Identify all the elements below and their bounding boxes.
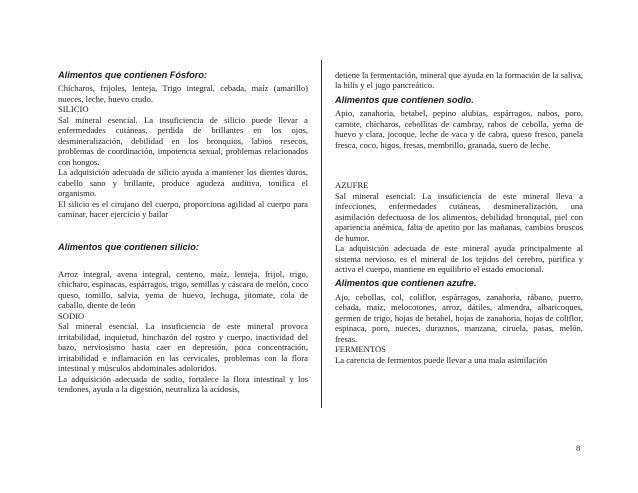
ferments-paragraph-1: La carencia de fermentos puede llevar a una mala asimilación: [335, 354, 548, 365]
right-column: [335, 70, 583, 365]
page-number: 8: [576, 443, 581, 453]
silicon-foods-list: Arroz integral, avena integral, centeno, maíz, lenteja, frijol, trigo, chícharo, espinacas, espárragos, trigo, semillas y cáscara de melón, coco queso, tomillo, salvia, yema de huevo, lechuga, jitomate, cola de caballo, diente de león: [58, 268, 308, 311]
silicon-paragraph-1: Sal mineral esencial. La insuficiencia de silicio puede llevar a enfermedades cutáneas, perdida de brillantes en los ojos, desmineralización, debilidad en los bronquios, labios resecos, problemas de coordinación, impotencia sexual, problemas relacionados con hongos.: [58, 114, 308, 167]
sodium-foods-heading: Alimentos que contienen sodio.: [335, 94, 474, 105]
silicon-foods-heading: Alimentos que contienen silicio:: [58, 241, 199, 252]
sodium-continuation: detiene la fermentación, mineral que ayuda en la formación de la saliva, la bilis y el jugo pancreático.: [335, 70, 583, 91]
sodium-paragraph-2: La adquisición adecuada de sodio, fortalece la flora intestinal y los tendones, ayuda a la digestión, neutraliza la acidosis,: [58, 373, 308, 395]
sulfur-paragraph-2: La adquisición adecuada de este mineral ayuda principalmente al sistema nervioso, es el mineral de los tejidos del cerebro, purifica y activa el cuerpo, mantiene en equilibrio el estado emocional.: [335, 243, 583, 274]
sulfur-foods-list: Ajo, cebollas, col, coliflor, espárragos, zanahoria, rábano, puerro, cebada, maíz, melocotones, arroz, dátiles, almendra, albaricoques, germen de trigo, hojas de betabel, hojas de zanahoria, hojas de coliflor, espinaca, poro, nueces, duraznos, manzana, ciruela, pasas, melón, fresas.: [335, 291, 583, 344]
phosphorus-foods-heading: Alimentos que contienen Fósforo:: [58, 70, 208, 80]
left-column: [58, 70, 308, 395]
sodium-foods-list: Apio, zanahoria, betabel, pepino alubias, espárragos, nabos, poro, camote, chícharos, cebollitas de cambray, rabos de cebolla, yema de huevo y clara, jocoque, leche de vaca y de cabra, queso fresco, panela fresca, coco, higos, fresas, membrillo, granada, suero de leche.: [335, 108, 583, 150]
column-divider: [321, 60, 322, 408]
ferments-title: FERMENTOS: [335, 344, 386, 355]
silicon-title: SILICIO: [58, 104, 89, 115]
phosphorus-foods-list: Chícharos, frijoles, lenteja, Trigo integral, cebada, maíz (amarillo) nueces, leche, huevo crudo.: [58, 83, 308, 104]
sulfur-paragraph-1: Sal mineral esencial: La insuficiencia de este mineral lleva a infecciones, enfermedades cutáneas, desmineralización, una asimilación defectuosa de los alimentos, debilidad bronquial, piel con apariencia anémica, falta de apetito por las mañanas, cambios bruscos de humor.: [335, 190, 583, 243]
sulfur-foods-heading: Alimentos que contienen azufre.: [335, 278, 477, 289]
sodium-title: SODIO: [58, 310, 85, 321]
sodium-paragraph-1: Sal mineral esencial. La insuficiencia de este mineral provoca irritabilidad, inquietud, hinchazón del rostro y cuerpo, inactividad del bazo, nerviosismo hasta caer en depresión, poca concentración, irritabilidad e inflamación en las cervicales, problemas con la flora intestinal y músculos abdominales adoloridos.: [58, 321, 308, 374]
silicon-paragraph-3: El silicio es el cirujano del cuerpo, proporciona agilidad al cuerpo para caminar, hacer ejercicio y bailar: [58, 198, 308, 220]
silicon-paragraph-2: La adquisición adecuada de silicio ayuda a mantener los dientes duros, cabello sano y brillante, produce agudeza auditiva, tonifica el organismo.: [58, 167, 308, 199]
sulfur-title: AZUFRE: [335, 180, 369, 191]
